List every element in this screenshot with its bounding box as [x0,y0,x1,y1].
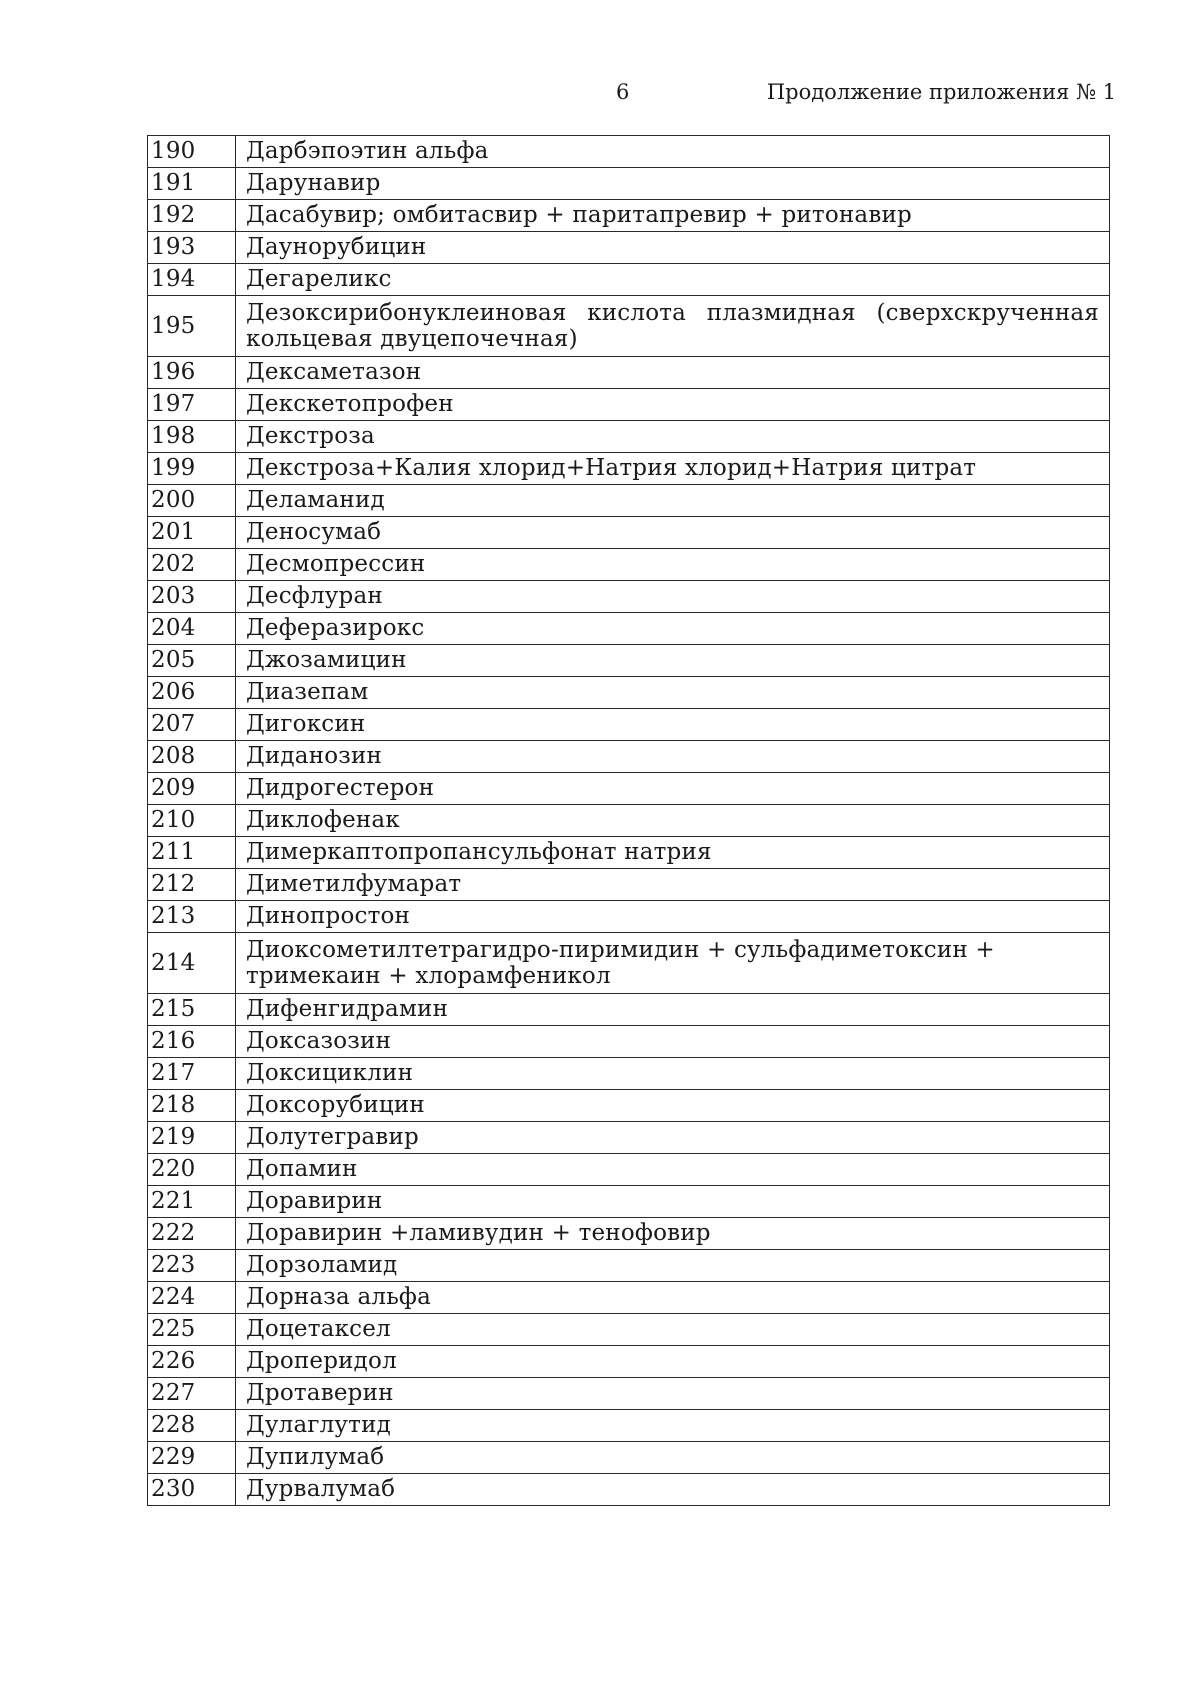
row-number: 212 [148,869,236,901]
row-number: 226 [148,1346,236,1378]
row-number: 213 [148,901,236,933]
row-number: 209 [148,773,236,805]
row-number: 195 [148,296,236,357]
drug-name: Доксазозин [236,1026,1110,1058]
drug-name: Дурвалумаб [236,1474,1110,1506]
table-row [148,1474,1110,1506]
page-number: 6 [616,80,630,104]
drug-name: Допамин [236,1154,1110,1186]
table-row [148,200,1110,232]
drug-name: Деферазирокс [236,613,1110,645]
row-number: 191 [148,168,236,200]
row-number: 204 [148,613,236,645]
table-row [148,581,1110,613]
drug-name: Доравирин +ламивудин + тенофовир [236,1218,1110,1250]
row-number: 205 [148,645,236,677]
drug-name: Доравирин [236,1186,1110,1218]
table-row [148,1090,1110,1122]
row-number: 218 [148,1090,236,1122]
table-row [148,1410,1110,1442]
drug-name: Дулаглутид [236,1410,1110,1442]
row-number: 221 [148,1186,236,1218]
table-row [148,168,1110,200]
drug-list-table [147,135,1110,1506]
row-number: 200 [148,485,236,517]
table-row [148,136,1110,168]
drug-name: Декскетопрофен [236,389,1110,421]
row-number: 220 [148,1154,236,1186]
drug-name: Дротаверин [236,1378,1110,1410]
row-number: 202 [148,549,236,581]
row-number: 199 [148,453,236,485]
table-row [148,677,1110,709]
table-row [148,296,1110,357]
row-number: 190 [148,136,236,168]
table-row [148,645,1110,677]
row-number: 197 [148,389,236,421]
drug-name: Дигоксин [236,709,1110,741]
drug-name: Джозамицин [236,645,1110,677]
drug-name: Димеркаптопропансульфонат натрия [236,837,1110,869]
row-number: 208 [148,741,236,773]
row-number: 227 [148,1378,236,1410]
table-row [148,1442,1110,1474]
row-number: 224 [148,1282,236,1314]
table-row [148,264,1110,296]
drug-name: Даунорубицин [236,232,1110,264]
table-row [148,1378,1110,1410]
drug-name: Долутегравир [236,1122,1110,1154]
continuation-header: Продолжение приложения № 1 [766,80,1116,104]
table-row [148,773,1110,805]
table-row [148,421,1110,453]
table-row [148,1346,1110,1378]
row-number: 206 [148,677,236,709]
table-row [148,933,1110,994]
row-number: 211 [148,837,236,869]
table-row [148,994,1110,1026]
row-number: 216 [148,1026,236,1058]
row-number: 201 [148,517,236,549]
row-number: 217 [148,1058,236,1090]
drug-name: Дорназа альфа [236,1282,1110,1314]
table-row [148,741,1110,773]
drug-name: Диданозин [236,741,1110,773]
table-row [148,837,1110,869]
table-row [148,901,1110,933]
row-number: 228 [148,1410,236,1442]
table-row [148,1218,1110,1250]
drug-name: Дорзоламид [236,1250,1110,1282]
drug-name: Динопростон [236,901,1110,933]
row-number: 192 [148,200,236,232]
drug-name: Дексаметазон [236,357,1110,389]
drug-name: Дроперидол [236,1346,1110,1378]
row-number: 230 [148,1474,236,1506]
table-row [148,1058,1110,1090]
table-row [148,517,1110,549]
table-row [148,869,1110,901]
drug-name: Дупилумаб [236,1442,1110,1474]
drug-name: Доцетаксел [236,1314,1110,1346]
table-row [148,1122,1110,1154]
table-row [148,485,1110,517]
drug-name: Десмопрессин [236,549,1110,581]
table-row [148,805,1110,837]
drug-name: Декстроза [236,421,1110,453]
row-number: 210 [148,805,236,837]
drug-name: Диметилфумарат [236,869,1110,901]
table-row [148,613,1110,645]
drug-name: Деламанид [236,485,1110,517]
row-number: 225 [148,1314,236,1346]
drug-name: Дегареликс [236,264,1110,296]
row-number: 196 [148,357,236,389]
drug-name: Дифенгидрамин [236,994,1110,1026]
row-number: 193 [148,232,236,264]
table-row [148,1314,1110,1346]
row-number: 214 [148,933,236,994]
row-number: 203 [148,581,236,613]
row-number: 223 [148,1250,236,1282]
drug-name: Дарунавир [236,168,1110,200]
drug-name: Диоксометилтетрагидро-пиримидин + сульфадиметоксин + тримекаин + хлорамфеникол [236,933,1110,994]
drug-name: Дарбэпоэтин альфа [236,136,1110,168]
row-number: 207 [148,709,236,741]
table-row [148,1026,1110,1058]
table-row [148,1282,1110,1314]
drug-name: Доксорубицин [236,1090,1110,1122]
drug-name: Диазепам [236,677,1110,709]
table-row [148,232,1110,264]
table-row [148,357,1110,389]
row-number: 219 [148,1122,236,1154]
table-row [148,1154,1110,1186]
table-row [148,389,1110,421]
row-number: 198 [148,421,236,453]
table-row [148,1250,1110,1282]
row-number: 194 [148,264,236,296]
drug-name: Доксициклин [236,1058,1110,1090]
row-number: 222 [148,1218,236,1250]
drug-name: Дасабувир; омбитасвир + паритапревир + ритонавир [236,200,1110,232]
drug-name: Дезоксирибонуклеиновая кислота плазмидная (сверхскрученная кольцевая двуцепочечная) [236,296,1110,357]
drug-name: Диклофенак [236,805,1110,837]
table-row [148,1186,1110,1218]
drug-name: Десфлуран [236,581,1110,613]
row-number: 215 [148,994,236,1026]
drug-name: Дидрогестерон [236,773,1110,805]
table-row [148,453,1110,485]
drug-name: Декстроза+Калия хлорид+Натрия хлорид+Натрия цитрат [236,453,1110,485]
row-number: 229 [148,1442,236,1474]
table-row [148,709,1110,741]
drug-name: Деносумаб [236,517,1110,549]
table-row [148,549,1110,581]
